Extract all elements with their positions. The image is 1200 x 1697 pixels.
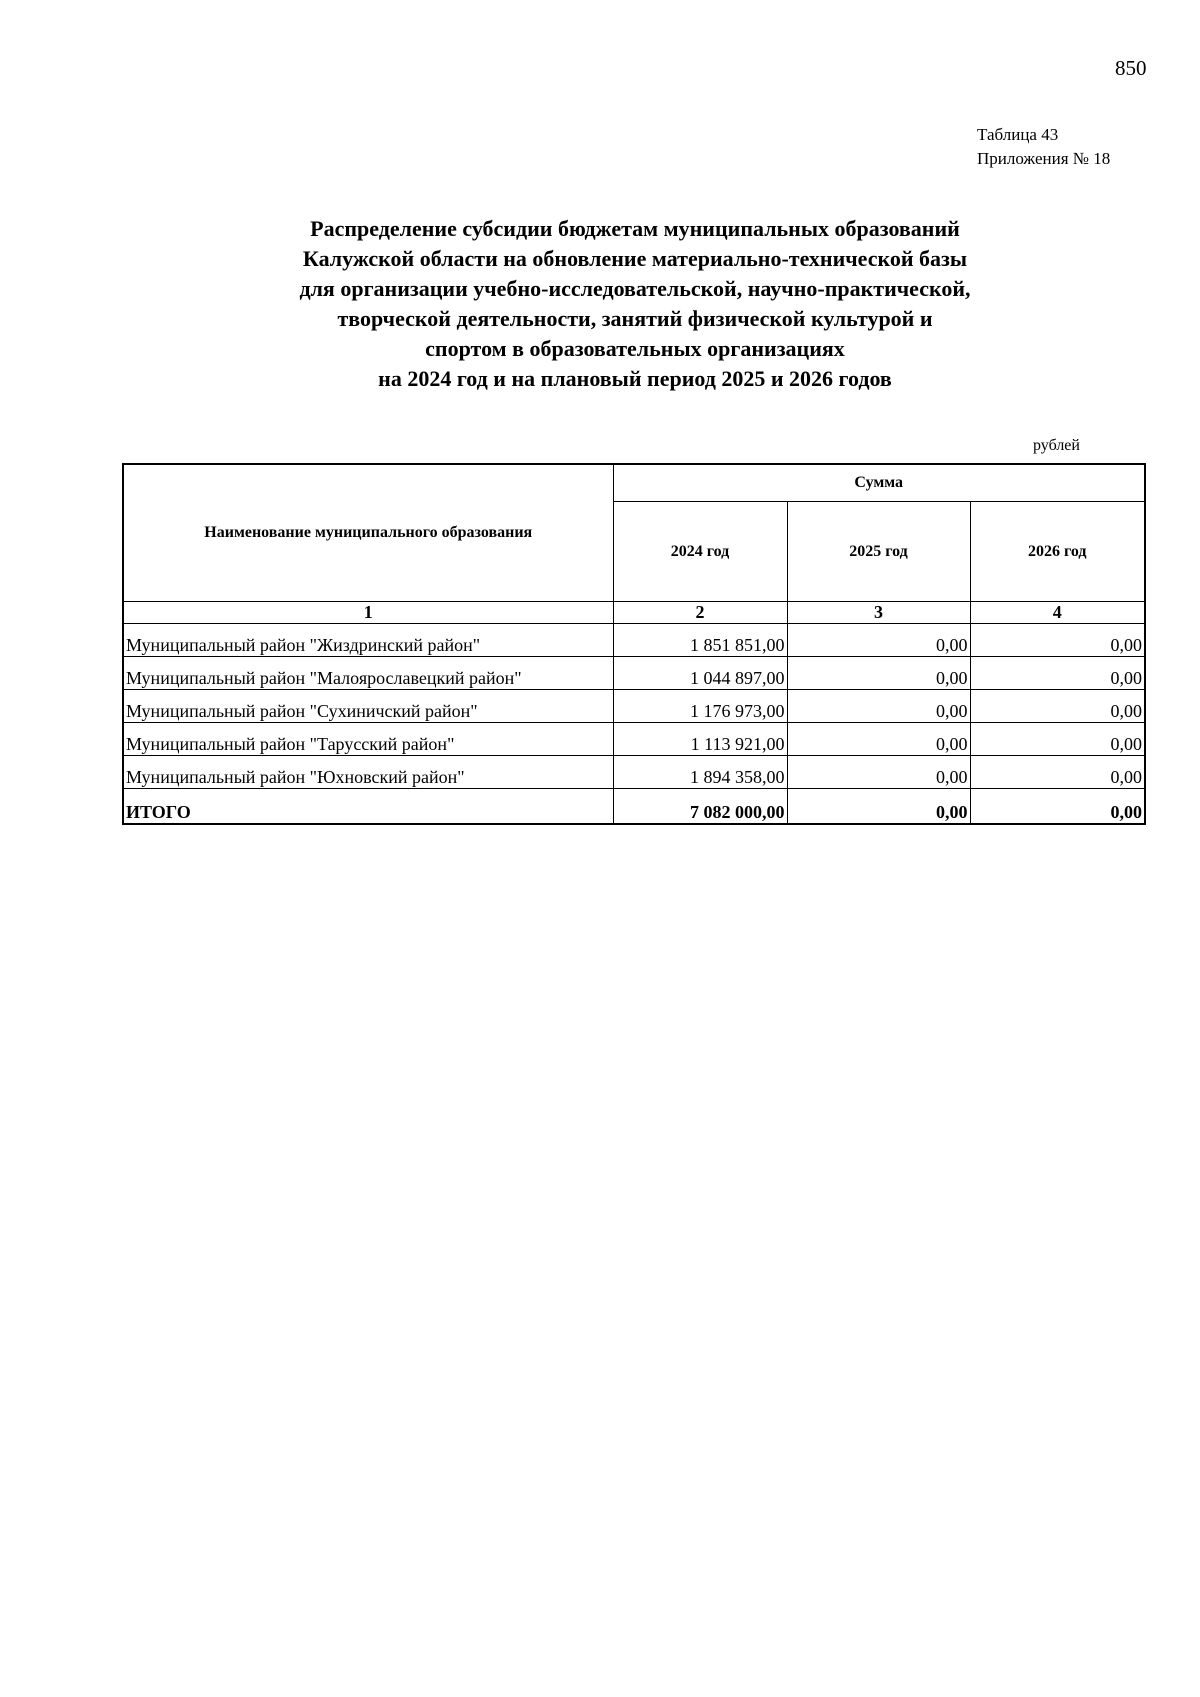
amount-2025: 0,00	[787, 690, 970, 723]
header-year-2025: 2025 год	[787, 502, 970, 602]
table-reference	[977, 123, 1110, 171]
total-2024: 7 082 000,00	[613, 789, 787, 825]
title-line: на 2024 год и на плановый период 2025 и 2026 годов	[378, 366, 892, 391]
municipality-name: Муниципальный район "Жиздринский район"	[123, 624, 613, 657]
column-number: 4	[970, 602, 1145, 624]
amount-2026: 0,00	[970, 723, 1145, 756]
title-line: Калужской области на обновление материально-технической базы	[302, 246, 968, 271]
document-title	[130, 214, 1140, 394]
amount-2025: 0,00	[787, 624, 970, 657]
table-row	[123, 756, 1145, 789]
amount-2025: 0,00	[787, 723, 970, 756]
amount-2026: 0,00	[970, 756, 1145, 789]
municipality-name: Муниципальный район "Сухиничский район"	[123, 690, 613, 723]
municipality-name: Муниципальный район "Юхновский район"	[123, 756, 613, 789]
amount-2026: 0,00	[970, 624, 1145, 657]
subsidy-table	[122, 463, 1146, 825]
amount-2024: 1 044 897,00	[613, 657, 787, 690]
municipality-name: Муниципальный район "Малоярославецкий район"	[123, 657, 613, 690]
appendix-label: Приложения № 18	[977, 149, 1111, 168]
amount-2024: 1 894 358,00	[613, 756, 787, 789]
title-line: спортом в образовательных организациях	[425, 336, 845, 361]
total-2026: 0,00	[970, 789, 1145, 825]
table-row	[123, 690, 1145, 723]
amount-2024: 1 176 973,00	[613, 690, 787, 723]
table-label: Таблица 43	[977, 125, 1059, 144]
header-year-2024: 2024 год	[613, 502, 787, 602]
column-number: 1	[123, 602, 613, 624]
amount-2024: 1 113 921,00	[613, 723, 787, 756]
amount-2024: 1 851 851,00	[613, 624, 787, 657]
header-sum: Сумма	[613, 464, 1145, 502]
header-name: Наименование муниципального образования	[123, 464, 613, 602]
amount-2026: 0,00	[970, 657, 1145, 690]
amount-2025: 0,00	[787, 756, 970, 789]
table-row	[123, 723, 1145, 756]
title-line: творческой деятельности, занятий физической культурой и	[337, 306, 933, 331]
total-row	[123, 789, 1145, 825]
amount-2026: 0,00	[970, 690, 1145, 723]
municipality-name: Муниципальный район "Тарусский район"	[123, 723, 613, 756]
total-label: ИТОГО	[123, 789, 613, 825]
title-line: для организации учебно-исследовательской, научно-практической,	[299, 276, 971, 301]
title-line: Распределение субсидии бюджетам муниципальных образований	[310, 216, 960, 241]
page-number: 850	[1115, 56, 1147, 80]
column-number: 2	[613, 602, 787, 624]
column-number: 3	[787, 602, 970, 624]
total-2025: 0,00	[787, 789, 970, 825]
table-row	[123, 624, 1145, 657]
units-label: рублей	[1033, 437, 1080, 454]
amount-2025: 0,00	[787, 657, 970, 690]
header-year-2026: 2026 год	[970, 502, 1145, 602]
table-row	[123, 657, 1145, 690]
